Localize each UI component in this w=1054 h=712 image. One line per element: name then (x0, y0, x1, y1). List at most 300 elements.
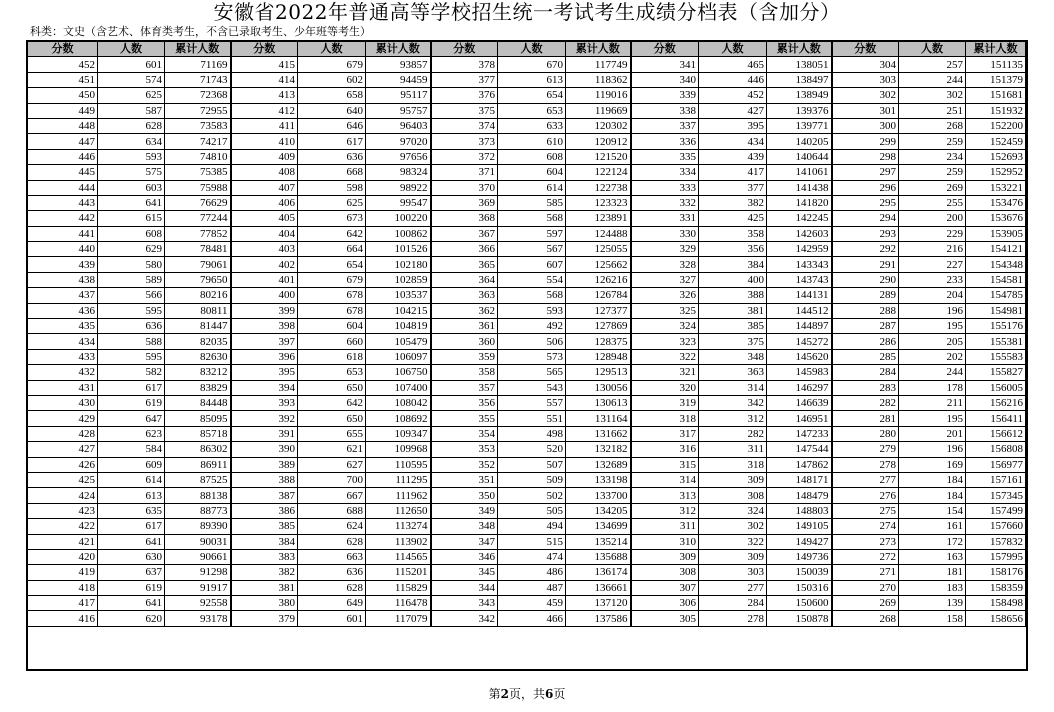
footer-prefix: 第 (488, 687, 501, 701)
table-row (28, 272, 1026, 287)
table-cell: 314 (631, 472, 699, 487)
table-cell: 406 (231, 195, 298, 210)
table-cell: 446 (28, 149, 98, 164)
table-cell: 641 (98, 195, 165, 210)
table-cell: 153676 (966, 211, 1026, 226)
table-cell: 334 (631, 165, 699, 180)
table-cell: 128375 (566, 334, 631, 349)
table-cell: 355 (431, 411, 498, 426)
table-cell: 663 (298, 549, 366, 564)
table-cell: 282 (832, 395, 899, 410)
table-cell: 371 (431, 165, 498, 180)
table-cell: 158 (899, 611, 966, 626)
table-cell: 90031 (165, 534, 231, 549)
column-header: 分数 (231, 42, 298, 57)
table-cell: 601 (298, 611, 366, 626)
table-cell: 506 (498, 334, 566, 349)
table-cell: 394 (231, 380, 298, 395)
table-cell: 425 (28, 472, 98, 487)
table-cell: 688 (298, 503, 366, 518)
table-cell: 96403 (366, 118, 431, 133)
table-cell: 551 (498, 411, 566, 426)
table-cell: 459 (498, 596, 566, 611)
table-cell: 362 (431, 303, 498, 318)
table-cell: 123891 (566, 211, 631, 226)
table-cell: 625 (298, 195, 366, 210)
table-cell: 286 (832, 334, 899, 349)
table-cell: 312 (699, 411, 767, 426)
table-cell: 628 (298, 534, 366, 549)
table-cell: 154 (899, 503, 966, 518)
table-cell: 82035 (165, 334, 231, 349)
table-cell: 393 (231, 395, 298, 410)
table-cell: 151932 (966, 103, 1026, 118)
table-cell: 94459 (366, 72, 431, 87)
table-cell: 387 (231, 488, 298, 503)
table-cell: 149427 (767, 534, 832, 549)
table-cell: 429 (28, 411, 98, 426)
table-row (28, 457, 1026, 472)
table-cell: 153905 (966, 226, 1026, 241)
table-cell: 75988 (165, 180, 231, 195)
table-cell: 157832 (966, 534, 1026, 549)
table-cell: 153221 (966, 180, 1026, 195)
table-cell: 315 (631, 457, 699, 472)
table-cell: 195 (899, 411, 966, 426)
table-cell: 492 (498, 319, 566, 334)
table-cell: 369 (431, 195, 498, 210)
table-cell: 234 (899, 149, 966, 164)
table-cell: 149105 (767, 519, 832, 534)
table-cell: 202 (899, 349, 966, 364)
table-cell: 154581 (966, 272, 1026, 287)
table-cell: 350 (431, 488, 498, 503)
table-cell: 338 (631, 103, 699, 118)
table-cell: 84448 (165, 395, 231, 410)
table-row (28, 380, 1026, 395)
table-cell: 619 (98, 395, 165, 410)
table-cell: 322 (699, 534, 767, 549)
table-cell: 143743 (767, 272, 832, 287)
table-cell: 447 (28, 134, 98, 149)
table-cell: 269 (832, 596, 899, 611)
table-cell: 382 (231, 565, 298, 580)
table-cell: 144897 (767, 319, 832, 334)
table-cell: 307 (631, 580, 699, 595)
table-cell: 130613 (566, 395, 631, 410)
table-cell: 154121 (966, 242, 1026, 257)
table-cell: 407 (231, 180, 298, 195)
table-cell: 157660 (966, 519, 1026, 534)
table-cell: 156612 (966, 426, 1026, 441)
table-cell: 277 (832, 472, 899, 487)
table-row (28, 411, 1026, 426)
table-cell: 91917 (165, 580, 231, 595)
table-cell: 146297 (767, 380, 832, 395)
table-cell: 306 (631, 596, 699, 611)
table-cell: 649 (298, 596, 366, 611)
table-cell: 259 (899, 165, 966, 180)
table-cell: 391 (231, 426, 298, 441)
table-cell: 431 (28, 380, 98, 395)
table-cell: 610 (498, 134, 566, 149)
table-cell: 141438 (767, 180, 832, 195)
footer-page-number: 2 (500, 687, 509, 701)
table-cell: 195 (899, 319, 966, 334)
table-header-row (28, 42, 1026, 57)
column-header: 人数 (298, 42, 366, 57)
table-cell: 161 (899, 519, 966, 534)
table-cell: 327 (631, 272, 699, 287)
table-cell: 487 (498, 580, 566, 595)
table-cell: 110595 (366, 457, 431, 472)
table-cell: 99547 (366, 195, 431, 210)
table-cell: 448 (28, 118, 98, 133)
table-cell: 309 (699, 472, 767, 487)
table-cell: 298 (832, 149, 899, 164)
table-cell: 119669 (566, 103, 631, 118)
table-cell: 283 (832, 380, 899, 395)
table-cell: 381 (699, 303, 767, 318)
table-cell: 178 (899, 380, 966, 395)
table-cell: 121520 (566, 149, 631, 164)
table-cell: 114565 (366, 549, 431, 564)
table-cell: 87525 (165, 472, 231, 487)
table-cell: 405 (231, 211, 298, 226)
table-cell: 156005 (966, 380, 1026, 395)
table-cell: 679 (298, 57, 366, 72)
table-cell: 88138 (165, 488, 231, 503)
table-cell: 567 (498, 242, 566, 257)
table-cell: 653 (498, 103, 566, 118)
table-cell: 152459 (966, 134, 1026, 149)
table-cell: 255 (899, 195, 966, 210)
table-row (28, 596, 1026, 611)
table-body (28, 57, 1026, 626)
table-row (28, 426, 1026, 441)
table-cell: 585 (498, 195, 566, 210)
table-cell: 183 (899, 580, 966, 595)
table-cell: 604 (498, 165, 566, 180)
table-cell: 144131 (767, 288, 832, 303)
column-header: 累计人数 (966, 42, 1026, 57)
table-cell: 366 (431, 242, 498, 257)
table-cell: 142245 (767, 211, 832, 226)
table-cell: 129513 (566, 365, 631, 380)
table-cell: 439 (699, 149, 767, 164)
table-cell: 336 (631, 134, 699, 149)
table-cell: 341 (631, 57, 699, 72)
table-cell: 344 (431, 580, 498, 595)
table-cell: 584 (98, 442, 165, 457)
table-cell: 134205 (566, 503, 631, 518)
table-cell: 629 (98, 242, 165, 257)
table-cell: 156808 (966, 442, 1026, 457)
table-cell: 86302 (165, 442, 231, 457)
table-cell: 107400 (366, 380, 431, 395)
table-cell: 340 (631, 72, 699, 87)
table-cell: 361 (431, 319, 498, 334)
table-cell: 151681 (966, 88, 1026, 103)
table-cell: 104215 (366, 303, 431, 318)
table-cell: 274 (832, 519, 899, 534)
table-cell: 317 (631, 426, 699, 441)
table-cell: 79061 (165, 257, 231, 272)
page-title: 安徽省2022年普通高等学校招生统一考试考生成绩分档表（含加分） (213, 0, 841, 24)
table-cell: 623 (98, 426, 165, 441)
table-cell: 158498 (966, 596, 1026, 611)
column-header: 人数 (899, 42, 966, 57)
table-cell: 408 (231, 165, 298, 180)
table-cell: 119016 (566, 88, 631, 103)
table-cell: 324 (631, 319, 699, 334)
table-cell: 358 (431, 365, 498, 380)
table-cell: 142959 (767, 242, 832, 257)
table-cell: 311 (699, 442, 767, 457)
table-cell: 151379 (966, 72, 1026, 87)
table-cell: 130056 (566, 380, 631, 395)
table-cell: 151135 (966, 57, 1026, 72)
table-cell: 138051 (767, 57, 832, 72)
table-cell: 109347 (366, 426, 431, 441)
table-cell: 439 (28, 257, 98, 272)
table-cell: 376 (431, 88, 498, 103)
table-row (28, 549, 1026, 564)
table-row (28, 319, 1026, 334)
table-cell: 650 (298, 411, 366, 426)
table-cell: 700 (298, 472, 366, 487)
page-footer (0, 686, 1054, 702)
table-cell: 440 (28, 242, 98, 257)
table-cell: 71743 (165, 72, 231, 87)
table-cell: 156216 (966, 395, 1026, 410)
table-cell: 140644 (767, 149, 832, 164)
table-cell: 149736 (767, 549, 832, 564)
table-cell: 451 (28, 72, 98, 87)
table-cell: 104819 (366, 319, 431, 334)
table-cell: 364 (431, 272, 498, 287)
table-cell: 196 (899, 303, 966, 318)
table-cell: 305 (631, 611, 699, 626)
table-row (28, 195, 1026, 210)
table-cell: 356 (699, 242, 767, 257)
table-cell: 135214 (566, 534, 631, 549)
table-cell: 573 (498, 349, 566, 364)
table-cell: 109968 (366, 442, 431, 457)
table-cell: 395 (231, 365, 298, 380)
table-cell: 88773 (165, 503, 231, 518)
table-cell: 437 (28, 288, 98, 303)
table-cell: 363 (431, 288, 498, 303)
table-cell: 150600 (767, 596, 832, 611)
table-cell: 438 (28, 272, 98, 287)
table-cell: 91298 (165, 565, 231, 580)
table-cell: 595 (98, 349, 165, 364)
table-cell: 284 (699, 596, 767, 611)
table-cell: 284 (832, 365, 899, 380)
table-cell: 486 (498, 565, 566, 580)
table-cell: 304 (832, 57, 899, 72)
table-cell: 474 (498, 549, 566, 564)
table-cell: 633 (498, 118, 566, 133)
table-cell: 630 (98, 549, 165, 564)
table-cell: 416 (28, 611, 98, 626)
table-cell: 229 (899, 226, 966, 241)
table-cell: 413 (231, 88, 298, 103)
table-cell: 646 (298, 118, 366, 133)
table-cell: 608 (498, 149, 566, 164)
table-cell: 435 (28, 319, 98, 334)
table-cell: 343 (431, 596, 498, 611)
table-cell: 287 (832, 319, 899, 334)
table-cell: 115829 (366, 580, 431, 595)
table-cell: 92558 (165, 596, 231, 611)
table-cell: 396 (231, 349, 298, 364)
table-cell: 112650 (366, 503, 431, 518)
table-cell: 140205 (767, 134, 832, 149)
table-cell: 211 (899, 395, 966, 410)
table-cell: 181 (899, 565, 966, 580)
table-cell: 131662 (566, 426, 631, 441)
table-cell: 352 (431, 457, 498, 472)
table-cell: 337 (631, 118, 699, 133)
table-row (28, 257, 1026, 272)
table-cell: 279 (832, 442, 899, 457)
table-cell: 318 (699, 457, 767, 472)
table-cell: 383 (231, 549, 298, 564)
table-cell: 133198 (566, 472, 631, 487)
table-row (28, 165, 1026, 180)
table-cell: 568 (498, 211, 566, 226)
table-cell: 320 (631, 380, 699, 395)
table-cell: 102859 (366, 272, 431, 287)
table-cell: 141061 (767, 165, 832, 180)
table-cell: 385 (699, 319, 767, 334)
table-cell: 410 (231, 134, 298, 149)
table-cell: 276 (832, 488, 899, 503)
table-cell: 132182 (566, 442, 631, 457)
table-cell: 147233 (767, 426, 832, 441)
table-cell: 278 (699, 611, 767, 626)
table-cell: 297 (832, 165, 899, 180)
table-cell: 302 (699, 519, 767, 534)
table-row (28, 211, 1026, 226)
table-cell: 543 (498, 380, 566, 395)
table-cell: 326 (631, 288, 699, 303)
footer-middle: 页，共 (508, 687, 545, 701)
table-cell: 443 (28, 195, 98, 210)
table-cell: 670 (498, 57, 566, 72)
table-cell: 356 (431, 395, 498, 410)
table-cell: 640 (298, 103, 366, 118)
table-cell: 137586 (566, 611, 631, 626)
table-cell: 300 (832, 118, 899, 133)
table-cell: 430 (28, 395, 98, 410)
table-cell: 123323 (566, 195, 631, 210)
table-cell: 678 (298, 288, 366, 303)
table-cell: 628 (98, 118, 165, 133)
table-cell: 144512 (767, 303, 832, 318)
table-row (28, 565, 1026, 580)
table-cell: 172 (899, 534, 966, 549)
table-cell: 154348 (966, 257, 1026, 272)
table-cell: 432 (28, 365, 98, 380)
table-cell: 425 (699, 211, 767, 226)
table-cell: 83212 (165, 365, 231, 380)
table-cell: 617 (298, 134, 366, 149)
category-subtitle: 科类：文史（含艺术、体育类考生，不含已录取考生、少年班等考生） (30, 25, 371, 38)
table-cell: 97656 (366, 149, 431, 164)
table-cell: 593 (98, 149, 165, 164)
table-cell: 205 (899, 334, 966, 349)
table-cell: 259 (899, 134, 966, 149)
table-cell: 273 (832, 534, 899, 549)
table-cell: 122738 (566, 180, 631, 195)
table-cell: 636 (298, 565, 366, 580)
table-cell: 565 (498, 365, 566, 380)
table-cell: 111962 (366, 488, 431, 503)
table-cell: 637 (98, 565, 165, 580)
table-cell: 314 (699, 380, 767, 395)
table-cell: 595 (98, 303, 165, 318)
table-cell: 397 (231, 334, 298, 349)
table-cell: 367 (431, 226, 498, 241)
table-cell: 333 (631, 180, 699, 195)
table-cell: 153476 (966, 195, 1026, 210)
table-cell: 678 (298, 303, 366, 318)
table-cell: 520 (498, 442, 566, 457)
table-cell: 625 (98, 88, 165, 103)
table-cell: 348 (431, 519, 498, 534)
table-cell: 285 (832, 349, 899, 364)
table-cell: 568 (498, 288, 566, 303)
table-cell: 582 (98, 365, 165, 380)
table-cell: 328 (631, 257, 699, 272)
table-cell: 434 (28, 334, 98, 349)
table-cell: 155176 (966, 319, 1026, 334)
table-row (28, 226, 1026, 241)
table-cell: 613 (98, 488, 165, 503)
table-cell: 667 (298, 488, 366, 503)
table-cell: 169 (899, 457, 966, 472)
table-cell: 163 (899, 549, 966, 564)
table-cell: 302 (899, 88, 966, 103)
table-cell: 85718 (165, 426, 231, 441)
table-cell: 660 (298, 334, 366, 349)
table-cell: 296 (832, 180, 899, 195)
table-cell: 346 (431, 549, 498, 564)
table-cell: 615 (98, 211, 165, 226)
table-cell: 158359 (966, 580, 1026, 595)
table-cell: 106097 (366, 349, 431, 364)
table-cell: 374 (431, 118, 498, 133)
table-cell: 83829 (165, 380, 231, 395)
table-cell: 641 (98, 534, 165, 549)
table-cell: 293 (832, 226, 899, 241)
table-cell: 318 (631, 411, 699, 426)
table-cell: 147544 (767, 442, 832, 457)
table-cell: 654 (498, 88, 566, 103)
table-cell: 634 (98, 134, 165, 149)
table-cell: 268 (832, 611, 899, 626)
table-cell: 184 (899, 472, 966, 487)
table-cell: 588 (98, 334, 165, 349)
table-cell: 309 (699, 549, 767, 564)
table-cell: 627 (298, 457, 366, 472)
table-cell: 103537 (366, 288, 431, 303)
table-cell: 349 (431, 503, 498, 518)
table-cell: 80216 (165, 288, 231, 303)
